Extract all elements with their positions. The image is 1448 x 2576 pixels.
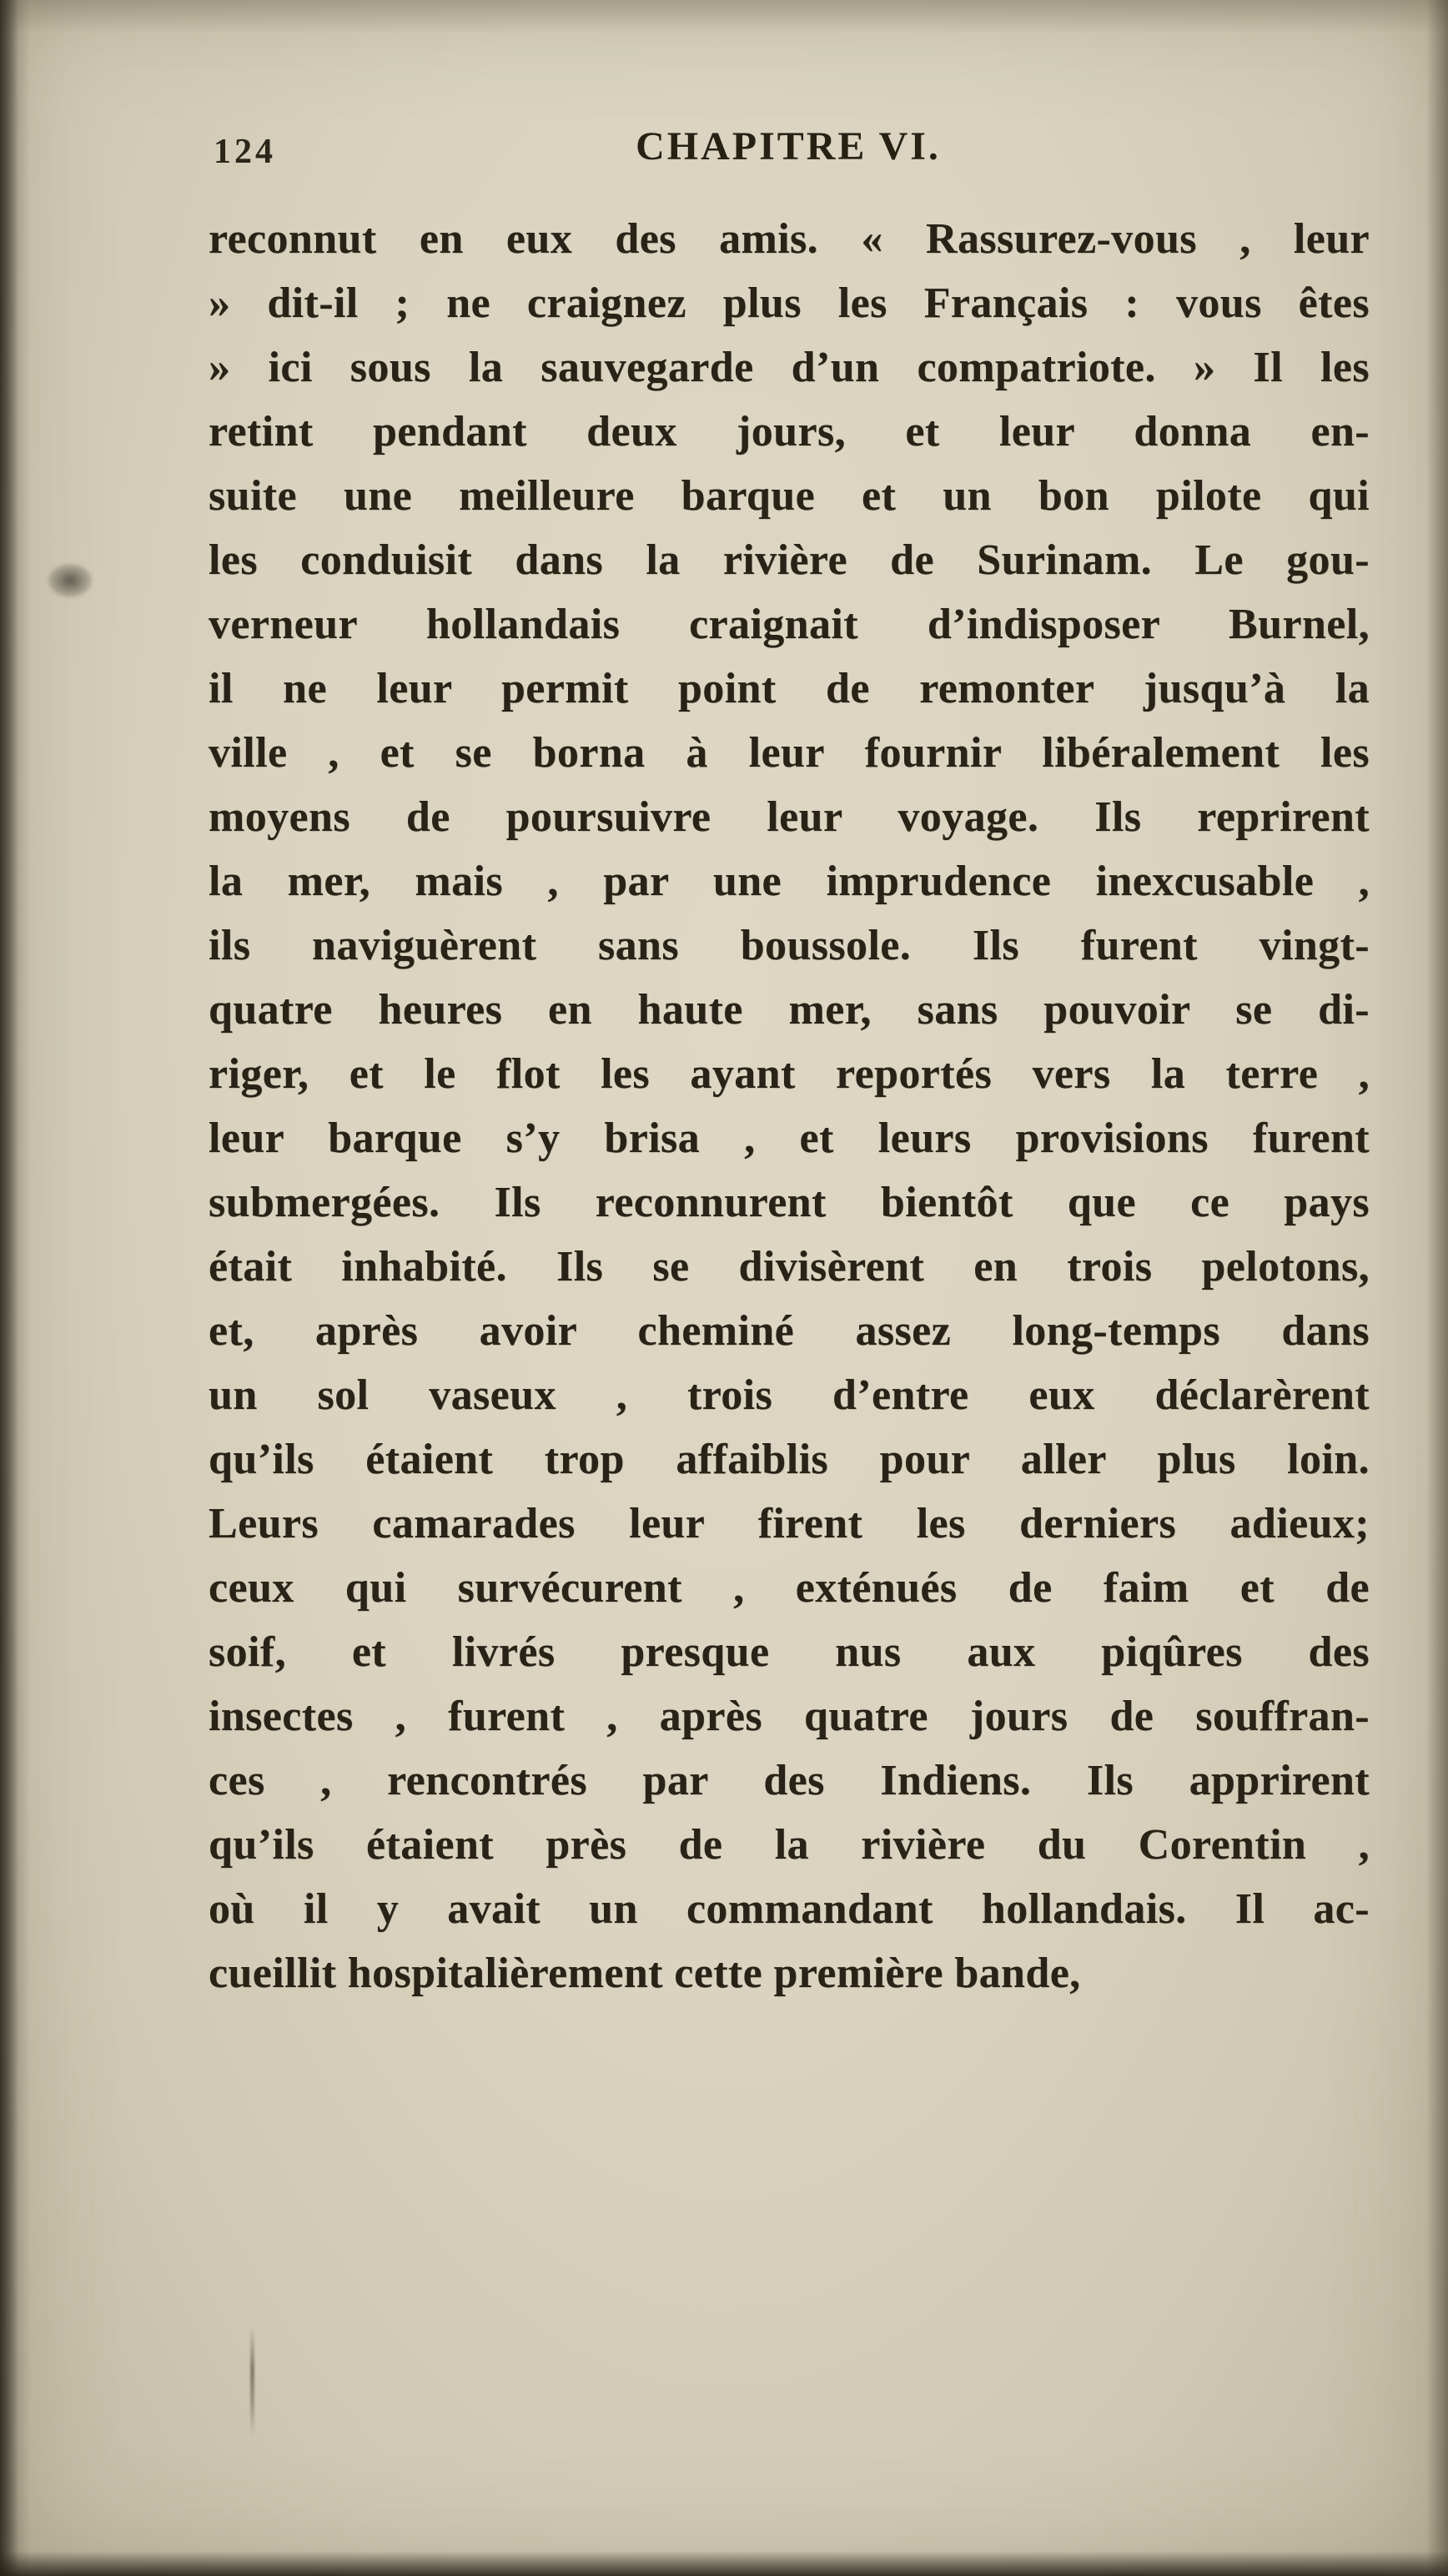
gutter-shadow bbox=[0, 0, 30, 2576]
body-text-line: qu’ils étaient trop affaiblis pour aller plus loin. bbox=[209, 1436, 1370, 1483]
body-text-line: reconnut en eux des amis. « Rassurez-vous , leur bbox=[209, 215, 1370, 263]
body-text-line: riger, et le flot les ayant reportés vers la terre , bbox=[209, 1050, 1370, 1098]
body-text-line: qu’ils étaient près de la rivière du Corentin , bbox=[209, 1821, 1370, 1869]
body-text bbox=[209, 207, 1370, 2005]
body-text-line: quatre heures en haute mer, sans pouvoir se di- bbox=[209, 986, 1370, 1034]
body-text-line: verneur hollandais craignait d’indisposer Burnel, bbox=[209, 601, 1370, 648]
body-text-line: Leurs camarades leur firent les derniers adieux; bbox=[209, 1500, 1370, 1547]
body-text-line: suite une meilleure barque et un bon pilote qui bbox=[209, 472, 1370, 520]
page-number: 124 bbox=[214, 133, 276, 171]
body-text-line: où il y avait un commandant hollandais. Il ac- bbox=[209, 1885, 1370, 1933]
body-text-line: ceux qui survécurent , exténués de faim et de bbox=[209, 1564, 1370, 1612]
body-text-line: la mer, mais , par une imprudence inexcusable , bbox=[209, 858, 1370, 905]
body-text-line: cueillit hospitalièrement cette première bande, bbox=[209, 1950, 1081, 1997]
body-text-line: ville , et se borna à leur fournir libéralement les bbox=[209, 729, 1370, 777]
body-text-line: moyens de poursuivre leur voyage. Ils reprirent bbox=[209, 793, 1370, 841]
body-text-line: il ne leur permit point de remonter jusqu’à la bbox=[209, 665, 1370, 712]
body-text-line: insectes , furent , après quatre jours de souffran- bbox=[209, 1693, 1370, 1740]
body-text-line: les conduisit dans la rivière de Surinam. Le gou- bbox=[209, 536, 1370, 584]
body-text-line: » ici sous la sauvegarde d’un compatriote. » Il les bbox=[209, 344, 1370, 391]
body-text-line: un sol vaseux , trois d’entre eux déclarèrent bbox=[209, 1371, 1370, 1419]
body-text-line: leur barque s’y brisa , et leurs provisions furent bbox=[209, 1114, 1370, 1162]
body-text-line: ils naviguèrent sans boussole. Ils furent vingt- bbox=[209, 922, 1370, 969]
scan-line-artifact bbox=[250, 2327, 254, 2436]
body-text-line: soif, et livrés presque nus aux piqûres des bbox=[209, 1628, 1370, 1676]
body-text-line: ces , rencontrés par des Indiens. Ils apprirent bbox=[209, 1757, 1370, 1804]
body-text-line: était inhabité. Ils se divisèrent en trois pelotons, bbox=[209, 1243, 1370, 1291]
page-header bbox=[209, 123, 1368, 182]
chapter-title: CHAPITRE VI. bbox=[636, 124, 941, 169]
body-text-line: retint pendant deux jours, et leur donna en- bbox=[209, 408, 1370, 455]
ink-smudge-artifact bbox=[48, 564, 92, 597]
body-text-line: submergées. Ils reconnurent bientôt que ce pays bbox=[209, 1179, 1370, 1226]
body-text-line: et, après avoir cheminé assez long-temps dans bbox=[209, 1307, 1370, 1355]
body-text-line: » dit-il ; ne craignez plus les Français : vous êtes bbox=[209, 279, 1370, 327]
